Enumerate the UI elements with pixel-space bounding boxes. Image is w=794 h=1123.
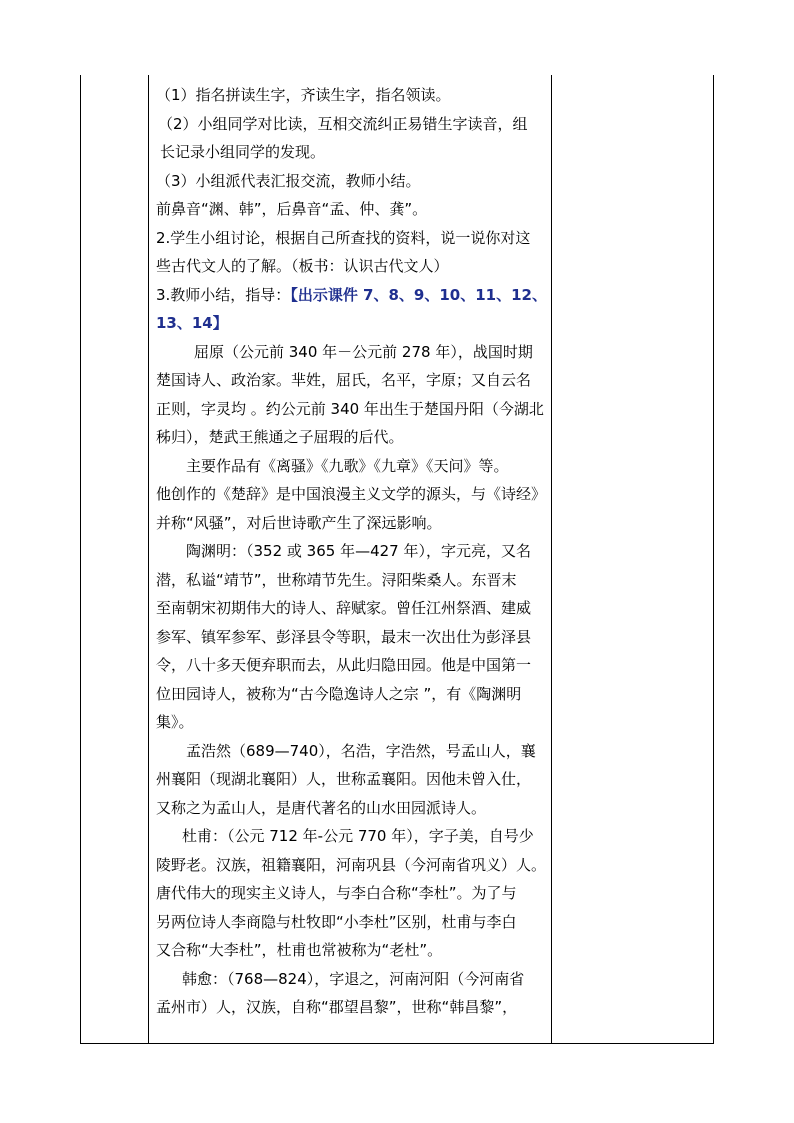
paragraph-line: 令，八十多天便弃职而去，从此归隐田园。他是中国第一 — [156, 656, 532, 674]
paragraph-line: 至南朝宋初期伟大的诗人、辞赋家。曾任江州祭酒、建威 — [156, 599, 532, 617]
text-line: （2）小组同学对比读，互相交流纠正易错生字读音，组 — [158, 114, 528, 133]
paragraph-line: 并称“风骚”，对后世诗歌产生了深远影响。 — [156, 513, 442, 532]
text-line: 长记录小组同学的发现。 — [160, 143, 326, 161]
paragraph-line: 位田园诗人，被称为“古今隐逸诗人之宗 ”，有《陶渊明 — [156, 684, 522, 703]
paragraph-line: 另两位诗人李商隐与杜牧即“小李杜”区别，杜甫与李白 — [156, 912, 517, 931]
paragraph-line: 又合称“大李杜”，杜甫也常被称为“老杜”。 — [156, 941, 443, 959]
paragraph-line: 杜甫：（公元 712 年-公元 770 年），字子美，自号少 — [182, 827, 534, 845]
text-line: （3）小组派代表汇报交流，教师小结。 — [156, 171, 421, 190]
paragraph-line: 正则，字灵均 。约公元前 340 年出生于楚国丹阳（今湖北 — [156, 399, 544, 418]
paragraph-line: 秭归），楚武王熊通之子屈瑕的后代。 — [156, 428, 404, 446]
paragraph-line: 韩愈：（768—824），字退之，河南河阳（今河南省 — [182, 969, 525, 988]
guide-prefix: 3.教师小结，指导： — [156, 285, 291, 304]
paragraph-line: 潜，私谥“靖节”，世称靖节先生。浔阳柴桑人。东晋末 — [156, 570, 517, 589]
paragraph-line: 主要作品有《离骚》《九歌》《九章》《天问》等。 — [186, 456, 509, 475]
paragraph-line: 楚国诗人、政治家。芈姓，屈氏，名平，字原；又自云名 — [156, 371, 532, 389]
paragraph-line: 孟州市）人，汉族，自称“郡望昌黎”，世称“韩昌黎”， — [156, 998, 518, 1016]
guide-line — [156, 281, 552, 310]
paragraph-line: 唐代伟大的现实主义诗人，与李白合称“李杜”。为了与 — [156, 884, 517, 902]
paragraph-line: 他创作的《楚辞》是中国浪漫主义文学的源头，与《诗经》 — [156, 485, 547, 503]
text-line: 些古代文人的了解。（板书：认识古代文人） — [156, 257, 449, 275]
lesson-content-cell — [156, 81, 552, 1022]
text-line: 前鼻音“渊、韩”，后鼻音“孟、仲、龚”。 — [156, 200, 428, 218]
guide-line-2 — [156, 309, 552, 338]
paragraph-line: 陵野老。汉族，祖籍襄阳，河南巩县（今河南省巩义）人。 — [156, 855, 547, 874]
courseware-highlight: 【出示课件 7、8、9、10、11、12、 — [290, 285, 547, 304]
courseware-highlight-cont: 13、14】 — [156, 314, 228, 332]
paragraph-line: 参军、镇军参军、彭泽县令等职，最末一次出仕为彭泽县 — [156, 627, 532, 646]
column-divider-left — [148, 75, 149, 1043]
lesson-table — [80, 75, 714, 1044]
paragraph-line: 又称之为孟山人，是唐代著名的山水田园派诗人。 — [156, 798, 487, 817]
paragraph-line: 集》。 — [156, 713, 194, 731]
text-line: （1）指名拼读生字，齐读生字，指名领读。 — [156, 86, 451, 104]
paragraph-line: 孟浩然（689—740），名浩，字浩然，号孟山人，襄 — [186, 741, 536, 760]
text-line: 2.学生小组讨论，根据自己所查找的资料，说一说你对这 — [156, 228, 531, 247]
paragraph-line: 陶渊明：（352 或 365 年—427 年），字元亮，又名 — [186, 542, 531, 560]
paragraph-line: 州襄阳（现湖北襄阳）人，世称孟襄阳。因他未曾入仕， — [156, 770, 532, 788]
paragraph-line: 屈原（公元前 340 年－公元前 278 年），战国时期 — [194, 342, 533, 361]
